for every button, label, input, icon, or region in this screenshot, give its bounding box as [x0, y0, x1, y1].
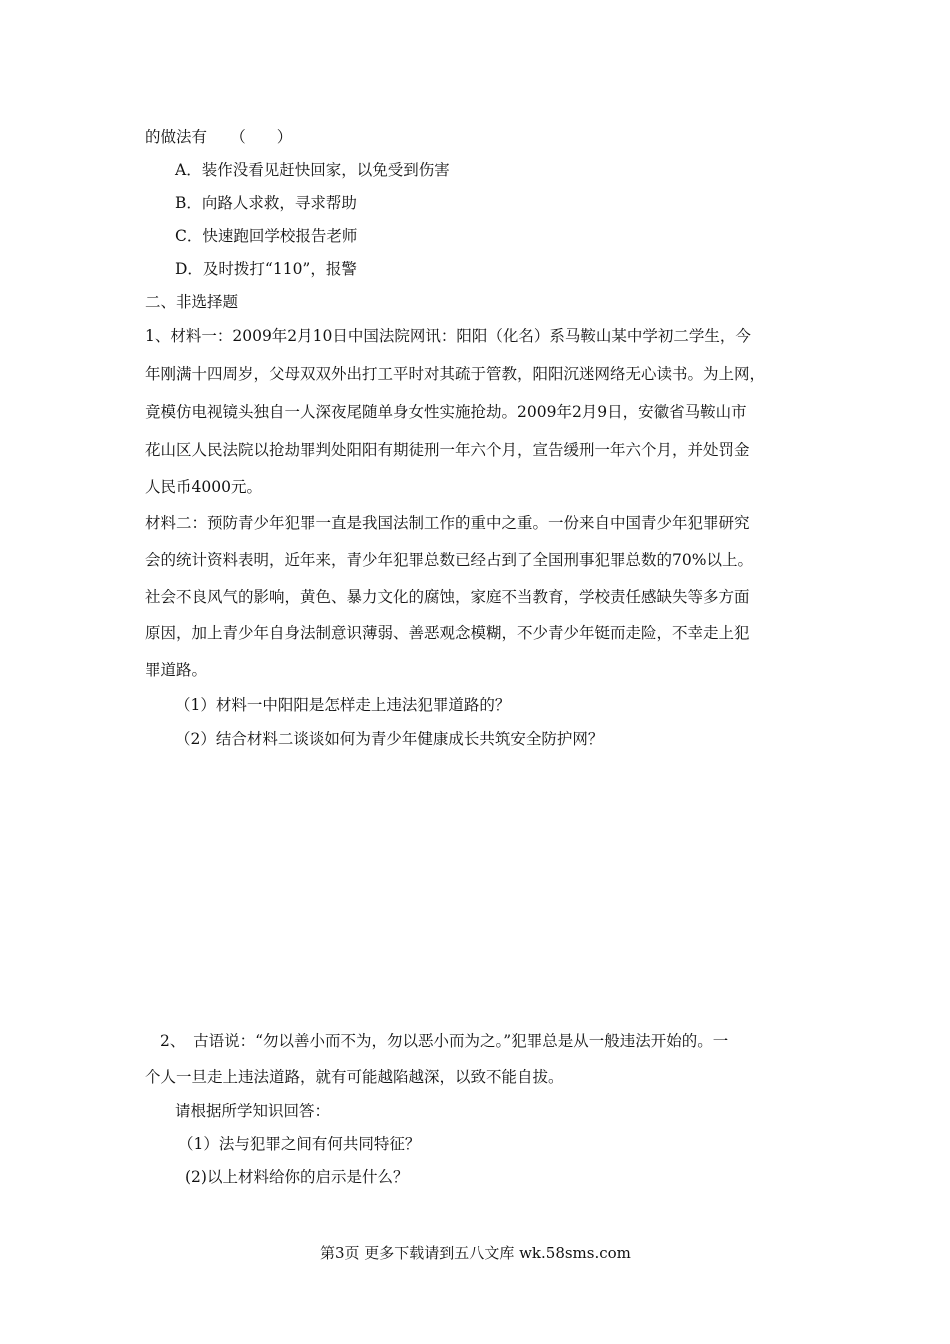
q1-line: 年刚满十四周岁，父母双双外出打工平时对其疏于管教，阳阳沉迷网络无心读书。为上网， [145, 365, 766, 383]
question-tail: 的做法有 （ ） [145, 128, 293, 146]
q1-line: 原因，加上青少年自身法制意识薄弱、善恶观念模糊，不少青少年铤而走险，不幸走上犯 [145, 624, 750, 642]
q1-line: 罪道路。 [145, 661, 208, 679]
option-b: B．向路人求救，寻求帮助 [175, 194, 357, 212]
section-title: 二、非选择题 [145, 293, 239, 311]
q2-line2: 个人一旦走上违法道路，就有可能越陷越深，以致不能自拔。 [145, 1068, 564, 1086]
q1-line: 花山区人民法院以抢劫罪判处阳阳有期徒刑一年六个月，宣告缓刑一年六个月，并处罚金 [145, 441, 750, 459]
q2-sub2: (2)以上材料给你的启示是什么？ [185, 1168, 409, 1186]
q1-sub1: （1）材料一中阳阳是怎样走上违法犯罪道路的？ [175, 696, 511, 714]
q1-line: 竟模仿电视镜头独自一人深夜尾随单身女性实施抢劫。2009年2月9日，安徽省马鞍山市 [145, 403, 747, 421]
q1-line: 人民币4000元。 [145, 478, 262, 496]
q1-line: 1、材料一：2009年2月10日中国法院网讯：阳阳（化名）系马鞍山某中学初二学生，今 [145, 327, 751, 345]
option-c: C．快速跑回学校报告老师 [175, 227, 358, 245]
q1-line: 会的统计资料表明，近年来，青少年犯罪总数已经占到了全国刑事犯罪总数的70%以上。 [145, 551, 753, 569]
q2-prompt: 请根据所学知识回答： [175, 1102, 331, 1120]
q2-sub1: （1）法与犯罪之间有何共同特征？ [178, 1135, 421, 1153]
q1-line: 社会不良风气的影响，黄色、暴力文化的腐蚀，家庭不当教育，学校责任感缺失等多方面 [145, 588, 750, 606]
option-d: D．及时拨打“110”，报警 [175, 260, 357, 278]
q1-line: 材料二：预防青少年犯罪一直是我国法制工作的重中之重。一份来自中国青少年犯罪研究 [145, 514, 750, 532]
q1-sub2: （2）结合材料二谈谈如何为青少年健康成长共筑安全防护网？ [175, 730, 604, 748]
q2-line1: 2、 古语说：“勿以善小而不为，勿以恶小而为之。”犯罪总是从一般违法开始的。一 [160, 1032, 729, 1050]
option-a: A．装作没看见赶快回家，以免受到伤害 [175, 161, 450, 179]
page-footer: 第3页 更多下载请到五八文库 wk.58sms.com [320, 1244, 631, 1262]
